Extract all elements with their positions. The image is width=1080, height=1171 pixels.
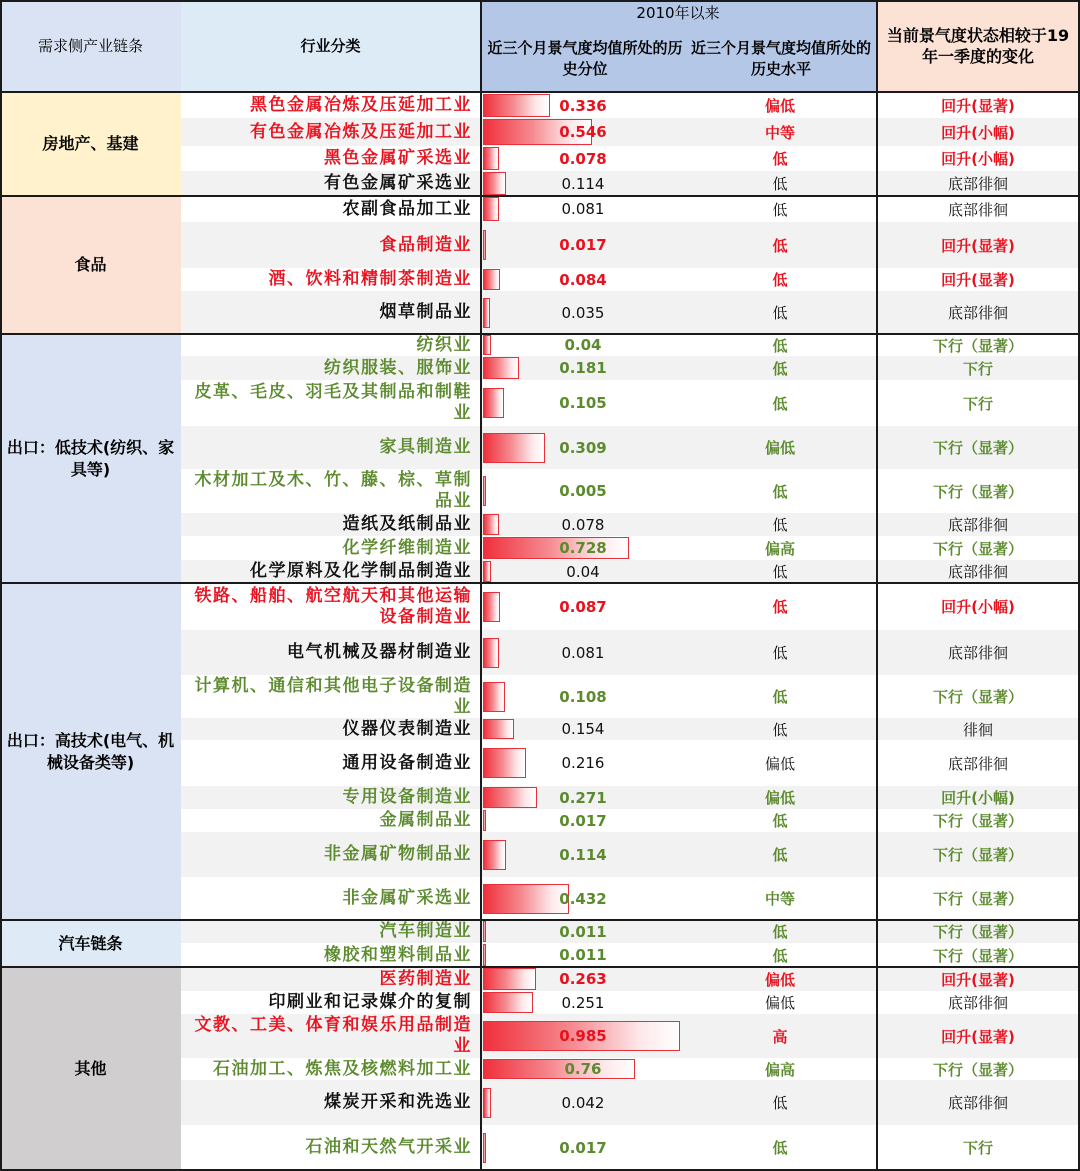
change-text: 下行	[962, 1139, 993, 1157]
industry-label: 煤炭开采和洗选业	[324, 1092, 472, 1112]
percentile-value-text: 0.108	[559, 687, 607, 706]
industry-cell	[181, 469, 480, 513]
level-cell	[684, 222, 876, 268]
change-text: 底部徘徊	[947, 1094, 1008, 1112]
change-text: 下行（显著）	[932, 846, 1023, 864]
industry-cell	[181, 513, 480, 536]
industry-cell	[181, 380, 480, 426]
percentile-value-text: 0.035	[561, 303, 605, 322]
header-since-label: 2010年以来	[636, 3, 720, 22]
industry-cell	[181, 1058, 480, 1080]
percentile-value	[483, 469, 683, 513]
level-cell	[684, 268, 876, 291]
percentile-value-text: 0.154	[561, 720, 605, 738]
industry-label: 有色金属冶炼及压延加工业	[250, 121, 472, 142]
change-text: 下行（显著）	[932, 946, 1023, 965]
industry-cell	[181, 1125, 480, 1170]
change-cell	[876, 380, 1080, 426]
change-text: 底部徘徊	[947, 994, 1008, 1012]
industry-label: 石油和天然气开采业	[305, 1137, 472, 1157]
level-text: 高	[772, 1027, 788, 1046]
industry-cell	[181, 1014, 480, 1058]
percentile-value-text: 0.081	[561, 200, 605, 218]
industry-label: 石油加工、炼焦及核燃料加工业	[213, 1058, 472, 1079]
percentile-value	[483, 943, 683, 967]
industry-cell	[181, 943, 480, 967]
percentile-value-text: 0.263	[559, 970, 607, 988]
industry-cell	[181, 740, 480, 786]
industry-label: 食品制造业	[379, 234, 472, 255]
industry-label: 印刷业和记录媒介的复制	[268, 992, 472, 1012]
level-text: 偏低	[764, 970, 795, 989]
level-cell	[684, 118, 876, 146]
industry-cell	[181, 877, 480, 920]
level-cell	[684, 740, 876, 786]
percentile-value	[483, 222, 683, 268]
industry-label: 非金属矿采选业	[342, 888, 472, 908]
industry-label: 通用设备制造业	[342, 752, 472, 773]
level-cell	[684, 991, 876, 1014]
percentile-value	[483, 832, 683, 877]
industry-label: 家具制造业	[379, 437, 472, 457]
change-text: 下行（显著）	[932, 439, 1023, 457]
change-text: 回升(显著)	[941, 236, 1015, 255]
chain-cell	[0, 583, 181, 920]
level-cell	[684, 1125, 876, 1170]
industry-label: 木材加工及木、竹、藤、棕、草制品业	[194, 470, 472, 511]
industry-cell	[181, 630, 480, 675]
chain-cell	[0, 334, 181, 583]
industry-cell	[181, 93, 480, 118]
industry-label: 汽车制造业	[379, 921, 472, 941]
level-cell	[684, 967, 876, 991]
group-divider	[0, 582, 1080, 584]
level-text: 低	[772, 644, 788, 662]
industry-cell	[181, 786, 480, 809]
industry-label: 造纸及纸制品业	[342, 514, 472, 534]
level-text: 低	[772, 359, 788, 378]
level-cell	[684, 196, 876, 222]
percentile-value-text: 0.084	[559, 270, 607, 289]
change-text: 下行（显著）	[932, 688, 1023, 706]
level-text: 低	[772, 175, 788, 193]
change-text: 下行（显著）	[932, 890, 1023, 908]
level-cell	[684, 809, 876, 832]
level-cell	[684, 469, 876, 513]
chain-label: 出口：高技术(电气、机械设备类等)	[6, 730, 175, 772]
industry-cell	[181, 718, 480, 740]
change-text: 底部徘徊	[947, 563, 1008, 581]
percentile-value	[483, 171, 683, 196]
level-cell	[684, 171, 876, 196]
level-text: 低	[772, 482, 788, 501]
change-cell	[876, 513, 1080, 536]
percentile-value	[483, 536, 683, 560]
column-divider	[876, 0, 878, 1171]
change-cell	[876, 118, 1080, 146]
level-cell	[684, 920, 876, 943]
percentile-value	[483, 991, 683, 1014]
header-industry-label: 行业分类	[300, 36, 361, 55]
percentile-value-text: 0.042	[561, 1093, 605, 1112]
percentile-value-text: 0.081	[561, 643, 605, 662]
percentile-value-text: 0.011	[559, 946, 607, 964]
percentile-value-text: 0.336	[559, 96, 607, 115]
level-text: 偏低	[764, 439, 795, 457]
change-text: 底部徘徊	[947, 754, 1008, 773]
level-cell	[684, 356, 876, 380]
change-text: 底部徘徊	[947, 175, 1008, 193]
chain-cell	[0, 92, 181, 196]
level-text: 低	[772, 394, 788, 413]
level-cell	[684, 718, 876, 740]
change-cell	[876, 146, 1080, 171]
level-text: 偏高	[764, 539, 795, 558]
level-text: 低	[772, 271, 788, 289]
level-text: 低	[772, 304, 788, 322]
header-change-label: 当前景气度状态相较于19年一季度的变化	[886, 26, 1070, 66]
industry-cell	[181, 268, 480, 291]
percentile-value-text: 0.011	[559, 922, 607, 941]
group-divider	[0, 195, 1080, 197]
change-cell	[876, 630, 1080, 675]
level-text: 低	[772, 598, 788, 616]
chain-cell	[0, 967, 181, 1171]
change-cell	[876, 426, 1080, 469]
industry-cell	[181, 991, 480, 1014]
level-cell	[684, 877, 876, 920]
industry-label: 医药制造业	[379, 968, 472, 989]
industry-label: 仪器仪表制造业	[342, 718, 472, 739]
percentile-value	[483, 268, 683, 291]
level-cell	[684, 93, 876, 118]
percentile-value	[483, 718, 683, 740]
industry-cell	[181, 560, 480, 583]
change-text: 回升(小幅)	[941, 789, 1015, 807]
percentile-value	[483, 967, 683, 991]
percentile-value	[483, 1125, 683, 1170]
level-text: 低	[772, 946, 788, 965]
industry-label: 黑色金属冶炼及压延加工业	[250, 95, 472, 115]
change-text: 回升(小幅)	[941, 123, 1015, 142]
percentile-value-text: 0.546	[559, 123, 607, 141]
change-text: 回升(显著)	[941, 97, 1015, 115]
percentile-value	[483, 809, 683, 832]
percentile-value-text: 0.087	[559, 597, 607, 616]
percentile-value-text: 0.251	[561, 993, 605, 1012]
header-since-group	[480, 0, 876, 92]
level-cell	[684, 334, 876, 356]
industry-label: 专用设备制造业	[342, 787, 472, 807]
change-text: 下行（显著）	[932, 923, 1023, 941]
percentile-value-text: 0.114	[559, 845, 607, 864]
level-text: 偏低	[764, 754, 795, 773]
change-text: 下行（显著）	[932, 482, 1023, 501]
change-text: 底部徘徊	[947, 516, 1008, 534]
change-cell	[876, 740, 1080, 786]
change-cell	[876, 786, 1080, 809]
level-text: 偏低	[764, 97, 795, 115]
percentile-value-text: 0.017	[559, 811, 607, 830]
change-cell	[876, 877, 1080, 920]
percentile-value	[483, 877, 683, 920]
industry-label: 纺织服装、服饰业	[324, 357, 472, 378]
level-text: 中等	[764, 123, 795, 142]
industry-label: 文教、工美、体育和娱乐用品制造业	[194, 1015, 472, 1056]
percentile-value-text: 0.309	[559, 438, 607, 457]
level-cell	[684, 675, 876, 718]
change-text: 下行（显著）	[932, 1060, 1023, 1079]
chain-cell	[0, 920, 181, 967]
industry-cell	[181, 675, 480, 718]
industry-label: 黑色金属矿采选业	[324, 148, 472, 168]
level-cell	[684, 1014, 876, 1058]
change-cell	[876, 536, 1080, 560]
percentile-value-text: 0.04	[566, 562, 600, 581]
percentile-value	[483, 920, 683, 943]
level-text: 低	[772, 923, 788, 941]
industry-label: 电气机械及器材制造业	[287, 642, 472, 662]
percentile-value-text: 0.271	[559, 788, 607, 807]
level-cell	[684, 1058, 876, 1080]
change-text: 下行（显著）	[932, 812, 1023, 830]
level-cell	[684, 291, 876, 334]
level-text: 低	[772, 846, 788, 864]
industry-cell	[181, 118, 480, 146]
group-divider	[0, 0, 1080, 2]
industry-label: 酒、饮料和精制茶制造业	[268, 269, 472, 289]
industry-cell	[181, 222, 480, 268]
industry-label: 橡胶和塑料制品业	[324, 944, 472, 965]
change-text: 下行	[962, 359, 993, 378]
percentile-value-text: 0.04	[564, 336, 602, 354]
industry-cell	[181, 291, 480, 334]
percentile-value	[483, 1080, 683, 1125]
percentile-value	[483, 93, 683, 118]
percentile-value	[483, 356, 683, 380]
level-cell	[684, 380, 876, 426]
level-cell	[684, 583, 876, 630]
percentile-value	[483, 1014, 683, 1058]
percentile-value-text: 0.728	[559, 539, 607, 557]
change-cell	[876, 93, 1080, 118]
percentile-value	[483, 675, 683, 718]
percentile-value	[483, 560, 683, 583]
industry-cell	[181, 196, 480, 222]
level-cell	[684, 1080, 876, 1125]
level-cell	[684, 513, 876, 536]
percentile-value-text: 0.017	[559, 236, 607, 254]
change-cell	[876, 560, 1080, 583]
industry-label: 非金属矿物制品业	[324, 844, 472, 864]
column-divider	[0, 0, 2, 1171]
percentile-value	[483, 583, 683, 630]
industry-cell	[181, 832, 480, 877]
chain-label: 汽车链条	[58, 933, 123, 953]
change-cell	[876, 583, 1080, 630]
industry-label: 皮革、毛皮、羽毛及其制品和制鞋业	[194, 382, 472, 423]
change-cell	[876, 334, 1080, 356]
level-cell	[684, 786, 876, 809]
level-cell	[684, 630, 876, 675]
industry-label: 有色金属矿采选业	[324, 173, 472, 193]
chain-cell	[0, 196, 181, 334]
level-text: 低	[772, 720, 788, 739]
group-divider	[0, 919, 1080, 921]
percentile-value	[483, 380, 683, 426]
industry-label: 化学原料及化学制品制造业	[250, 561, 472, 581]
change-cell	[876, 809, 1080, 832]
change-cell	[876, 1080, 1080, 1125]
change-cell	[876, 675, 1080, 718]
chain-label: 其他	[74, 1059, 107, 1078]
group-divider	[0, 966, 1080, 968]
change-cell	[876, 222, 1080, 268]
percentile-value-text: 0.017	[559, 1138, 607, 1157]
level-text: 低	[772, 336, 788, 355]
industry-cell	[181, 583, 480, 630]
level-text: 低	[772, 812, 788, 830]
industry-cell	[181, 171, 480, 196]
level-text: 低	[772, 1139, 788, 1157]
change-text: 底部徘徊	[947, 200, 1008, 219]
percentile-value	[483, 740, 683, 786]
group-divider	[0, 91, 1080, 93]
change-cell	[876, 832, 1080, 877]
percentile-value	[483, 630, 683, 675]
percentile-value	[483, 291, 683, 334]
industry-cell	[181, 809, 480, 832]
level-cell	[684, 146, 876, 171]
change-cell	[876, 469, 1080, 513]
change-text: 下行	[962, 394, 993, 413]
percentile-value-text: 0.432	[559, 889, 607, 908]
percentile-value	[483, 196, 683, 222]
level-text: 偏高	[764, 1060, 795, 1079]
change-text: 底部徘徊	[947, 304, 1008, 322]
percentile-value	[483, 146, 683, 171]
industry-cell	[181, 334, 480, 356]
industry-cell	[181, 536, 480, 560]
change-cell	[876, 1058, 1080, 1080]
change-text: 下行（显著）	[932, 336, 1023, 355]
percentile-value-text: 0.114	[561, 174, 605, 193]
change-text: 徘徊	[962, 720, 993, 739]
change-cell	[876, 196, 1080, 222]
percentile-value	[483, 1058, 683, 1080]
industry-cell	[181, 920, 480, 943]
level-text: 低	[772, 200, 788, 219]
level-text: 低	[772, 516, 788, 534]
percentile-value-text: 0.005	[559, 482, 607, 500]
change-cell	[876, 1014, 1080, 1058]
industry-label: 化学纤维制造业	[342, 537, 472, 558]
level-text: 低	[772, 150, 788, 168]
chain-label: 食品	[74, 255, 107, 274]
percentile-value-text: 0.985	[559, 1027, 607, 1045]
level-cell	[684, 426, 876, 469]
change-cell	[876, 718, 1080, 740]
header-chain-label: 需求侧产业链条	[37, 36, 143, 55]
level-cell	[684, 560, 876, 583]
percentile-value	[483, 334, 683, 356]
percentile-value	[483, 513, 683, 536]
change-cell	[876, 291, 1080, 334]
percentile-value	[483, 118, 683, 146]
chain-label: 房地产、基建	[42, 134, 139, 153]
header-chain-cell	[0, 0, 181, 92]
level-text: 低	[772, 563, 788, 581]
change-cell	[876, 268, 1080, 291]
change-text: 下行（显著）	[932, 539, 1023, 558]
change-cell	[876, 991, 1080, 1014]
level-text: 中等	[764, 890, 795, 908]
industry-cell	[181, 967, 480, 991]
industry-cell	[181, 356, 480, 380]
level-text: 低	[772, 688, 788, 706]
change-text: 底部徘徊	[947, 644, 1008, 662]
industry-label: 纺织业	[416, 334, 472, 355]
level-text: 低	[772, 236, 788, 255]
column-divider	[480, 0, 482, 1171]
group-divider	[0, 333, 1080, 335]
change-text: 回升(显著)	[941, 271, 1015, 289]
level-text: 低	[772, 1094, 788, 1112]
level-cell	[684, 832, 876, 877]
industry-cell	[181, 426, 480, 469]
level-text: 偏低	[764, 789, 795, 807]
change-text: 回升(显著)	[941, 1027, 1015, 1046]
level-text: 偏低	[764, 994, 795, 1012]
industry-label: 烟草制品业	[379, 302, 472, 322]
percentile-value	[483, 426, 683, 469]
change-cell	[876, 967, 1080, 991]
change-text: 回升(小幅)	[941, 598, 1015, 616]
change-cell	[876, 171, 1080, 196]
percentile-value-text: 0.078	[559, 149, 607, 168]
percentile-value-text: 0.216	[561, 754, 605, 772]
percentile-value-text: 0.181	[559, 359, 607, 377]
header-change-cell	[876, 0, 1080, 92]
change-text: 回升(小幅)	[941, 150, 1015, 168]
industry-cell	[181, 146, 480, 171]
change-cell	[876, 356, 1080, 380]
industry-cell	[181, 1080, 480, 1125]
chain-label: 出口：低技术(纺织、家具等)	[6, 437, 175, 479]
industry-label: 金属制品业	[379, 810, 472, 830]
level-cell	[684, 943, 876, 967]
change-cell	[876, 1125, 1080, 1170]
header-industry-cell	[181, 0, 480, 92]
level-cell	[684, 536, 876, 560]
percentile-value-text: 0.105	[559, 394, 607, 412]
header-percentile-label: 近三个月景气度均值所处的历史分位	[487, 39, 683, 78]
change-cell	[876, 943, 1080, 967]
header-level-label: 近三个月景气度均值所处的历史水平	[690, 39, 871, 78]
percentile-value-text: 0.76	[564, 1060, 602, 1078]
percentile-value	[483, 786, 683, 809]
industry-label: 计算机、通信和其他电子设备制造业	[194, 675, 472, 717]
percentile-value-text: 0.078	[561, 515, 605, 534]
industry-label: 铁路、船舶、航空航天和其他运输设备制造业	[194, 585, 472, 627]
industry-label: 农副食品加工业	[342, 198, 472, 219]
change-cell	[876, 920, 1080, 943]
change-text: 回升(显著)	[941, 970, 1015, 989]
